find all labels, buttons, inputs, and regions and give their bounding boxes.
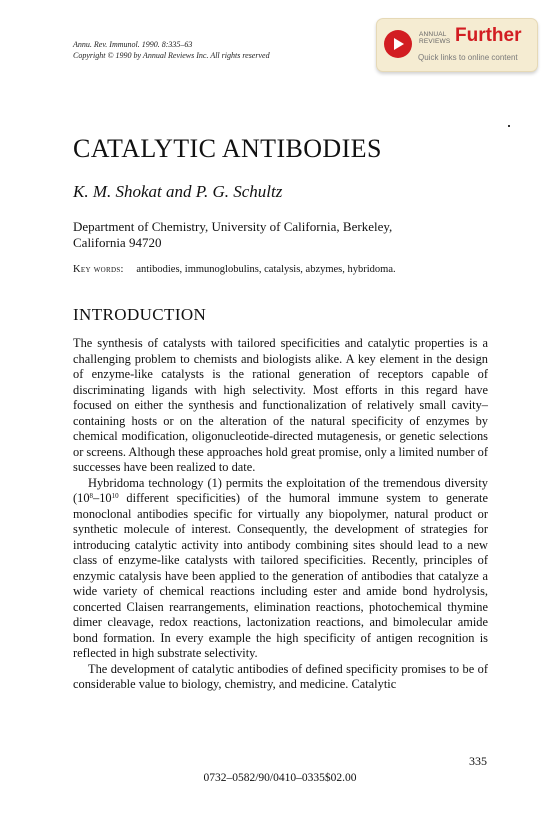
play-icon-glyph (384, 30, 412, 58)
article-title: CATALYTIC ANTIBODIES (73, 134, 382, 163)
annual-reviews-wordmark (419, 31, 450, 45)
issn-code: 0732–0582/90/0410–0335$02.00 (203, 772, 357, 784)
affiliation-line: California 94720 (73, 235, 162, 250)
paragraph: The development of catalytic antibodies of defined specificity promises to be of considerable value to biology, chemistry, and medicine. Catalytic (73, 661, 488, 692)
reviews-text: REVIEWS (419, 38, 451, 45)
keywords-list: antibodies, immunoglobulins, catalysis, abzymes, hybridoma. (136, 264, 396, 275)
stray-mark (508, 125, 510, 127)
copyright-line: Copyright © 1990 by Annual Reviews Inc. All rights reserved (73, 50, 270, 60)
further-label[interactable]: Further (455, 25, 522, 46)
paragraph (73, 476, 488, 662)
keywords-line (73, 264, 396, 275)
further-widget[interactable] (376, 18, 538, 72)
superscript: 10 (111, 492, 119, 501)
quick-links-text[interactable]: Quick links to online content (418, 53, 518, 62)
annual-text: ANNUAL (419, 31, 447, 38)
article-body (73, 336, 488, 693)
citation-line: Annu. Rev. Immunol. 1990. 8:335–63 (73, 40, 193, 49)
keywords-label: Key words: (73, 264, 124, 275)
play-icon[interactable] (384, 30, 412, 58)
paragraph-text: different specificities) of the humoral immune system to generate monoclonal antibodies specific for virtually any biopolymer, natural product or synthetic molecule of interest. Consequently, the development of strategies for introducing catalytic activity into antibody combining sites should lead to a new class of enzyme-like catalysts with tailored specificities. Recently, principles of enzymic catalysis have been applied to the generation of antibodies that catalyze a wide variety of chemical reactions including ester and amide bond hydrolysis, concerted Claisen rearrangements, elimination reactions, photochemical thymine dimer cleavage, redox reactions, lactonization reactions, and bimolecular amide bond formation. In every example the high specificity of antigen recognition is reflected in high substrate selectivity. (73, 491, 488, 661)
paragraph: The synthesis of catalysts with tailored specificities and catalytic properties is a challenging problem to chemists and biologists alike. A key element in the design of enzyme-like catalysts is the rational generation of receptors capable of discriminating ligands with high selectivity. Most efforts in this regard have focused on either the synthesis and functionalization of relatively small cavity–containing hosts or on the alteration of the natural specificity of enzymes by chemical modification, oligonucleotide-directed mutagenesis, or genetic selections or screens. Although these approaches hold great promise, only a limited number of successes have been realized to date. (73, 336, 488, 475)
author-affiliation (73, 219, 433, 251)
journal-citation (73, 40, 270, 61)
article-authors: K. M. Shokat and P. G. Schultz (73, 182, 283, 201)
superscript: 8 (89, 492, 94, 501)
affiliation-line: Department of Chemistry, University of California, Berkeley, (73, 219, 393, 234)
page-number: 335 (469, 754, 487, 768)
paragraph-text: Hybridoma technology (1) permits the exploitation of the tremendous diversity (10 (73, 475, 488, 506)
paragraph-text: –10 (93, 491, 112, 506)
section-heading: INTRODUCTION (73, 305, 207, 324)
